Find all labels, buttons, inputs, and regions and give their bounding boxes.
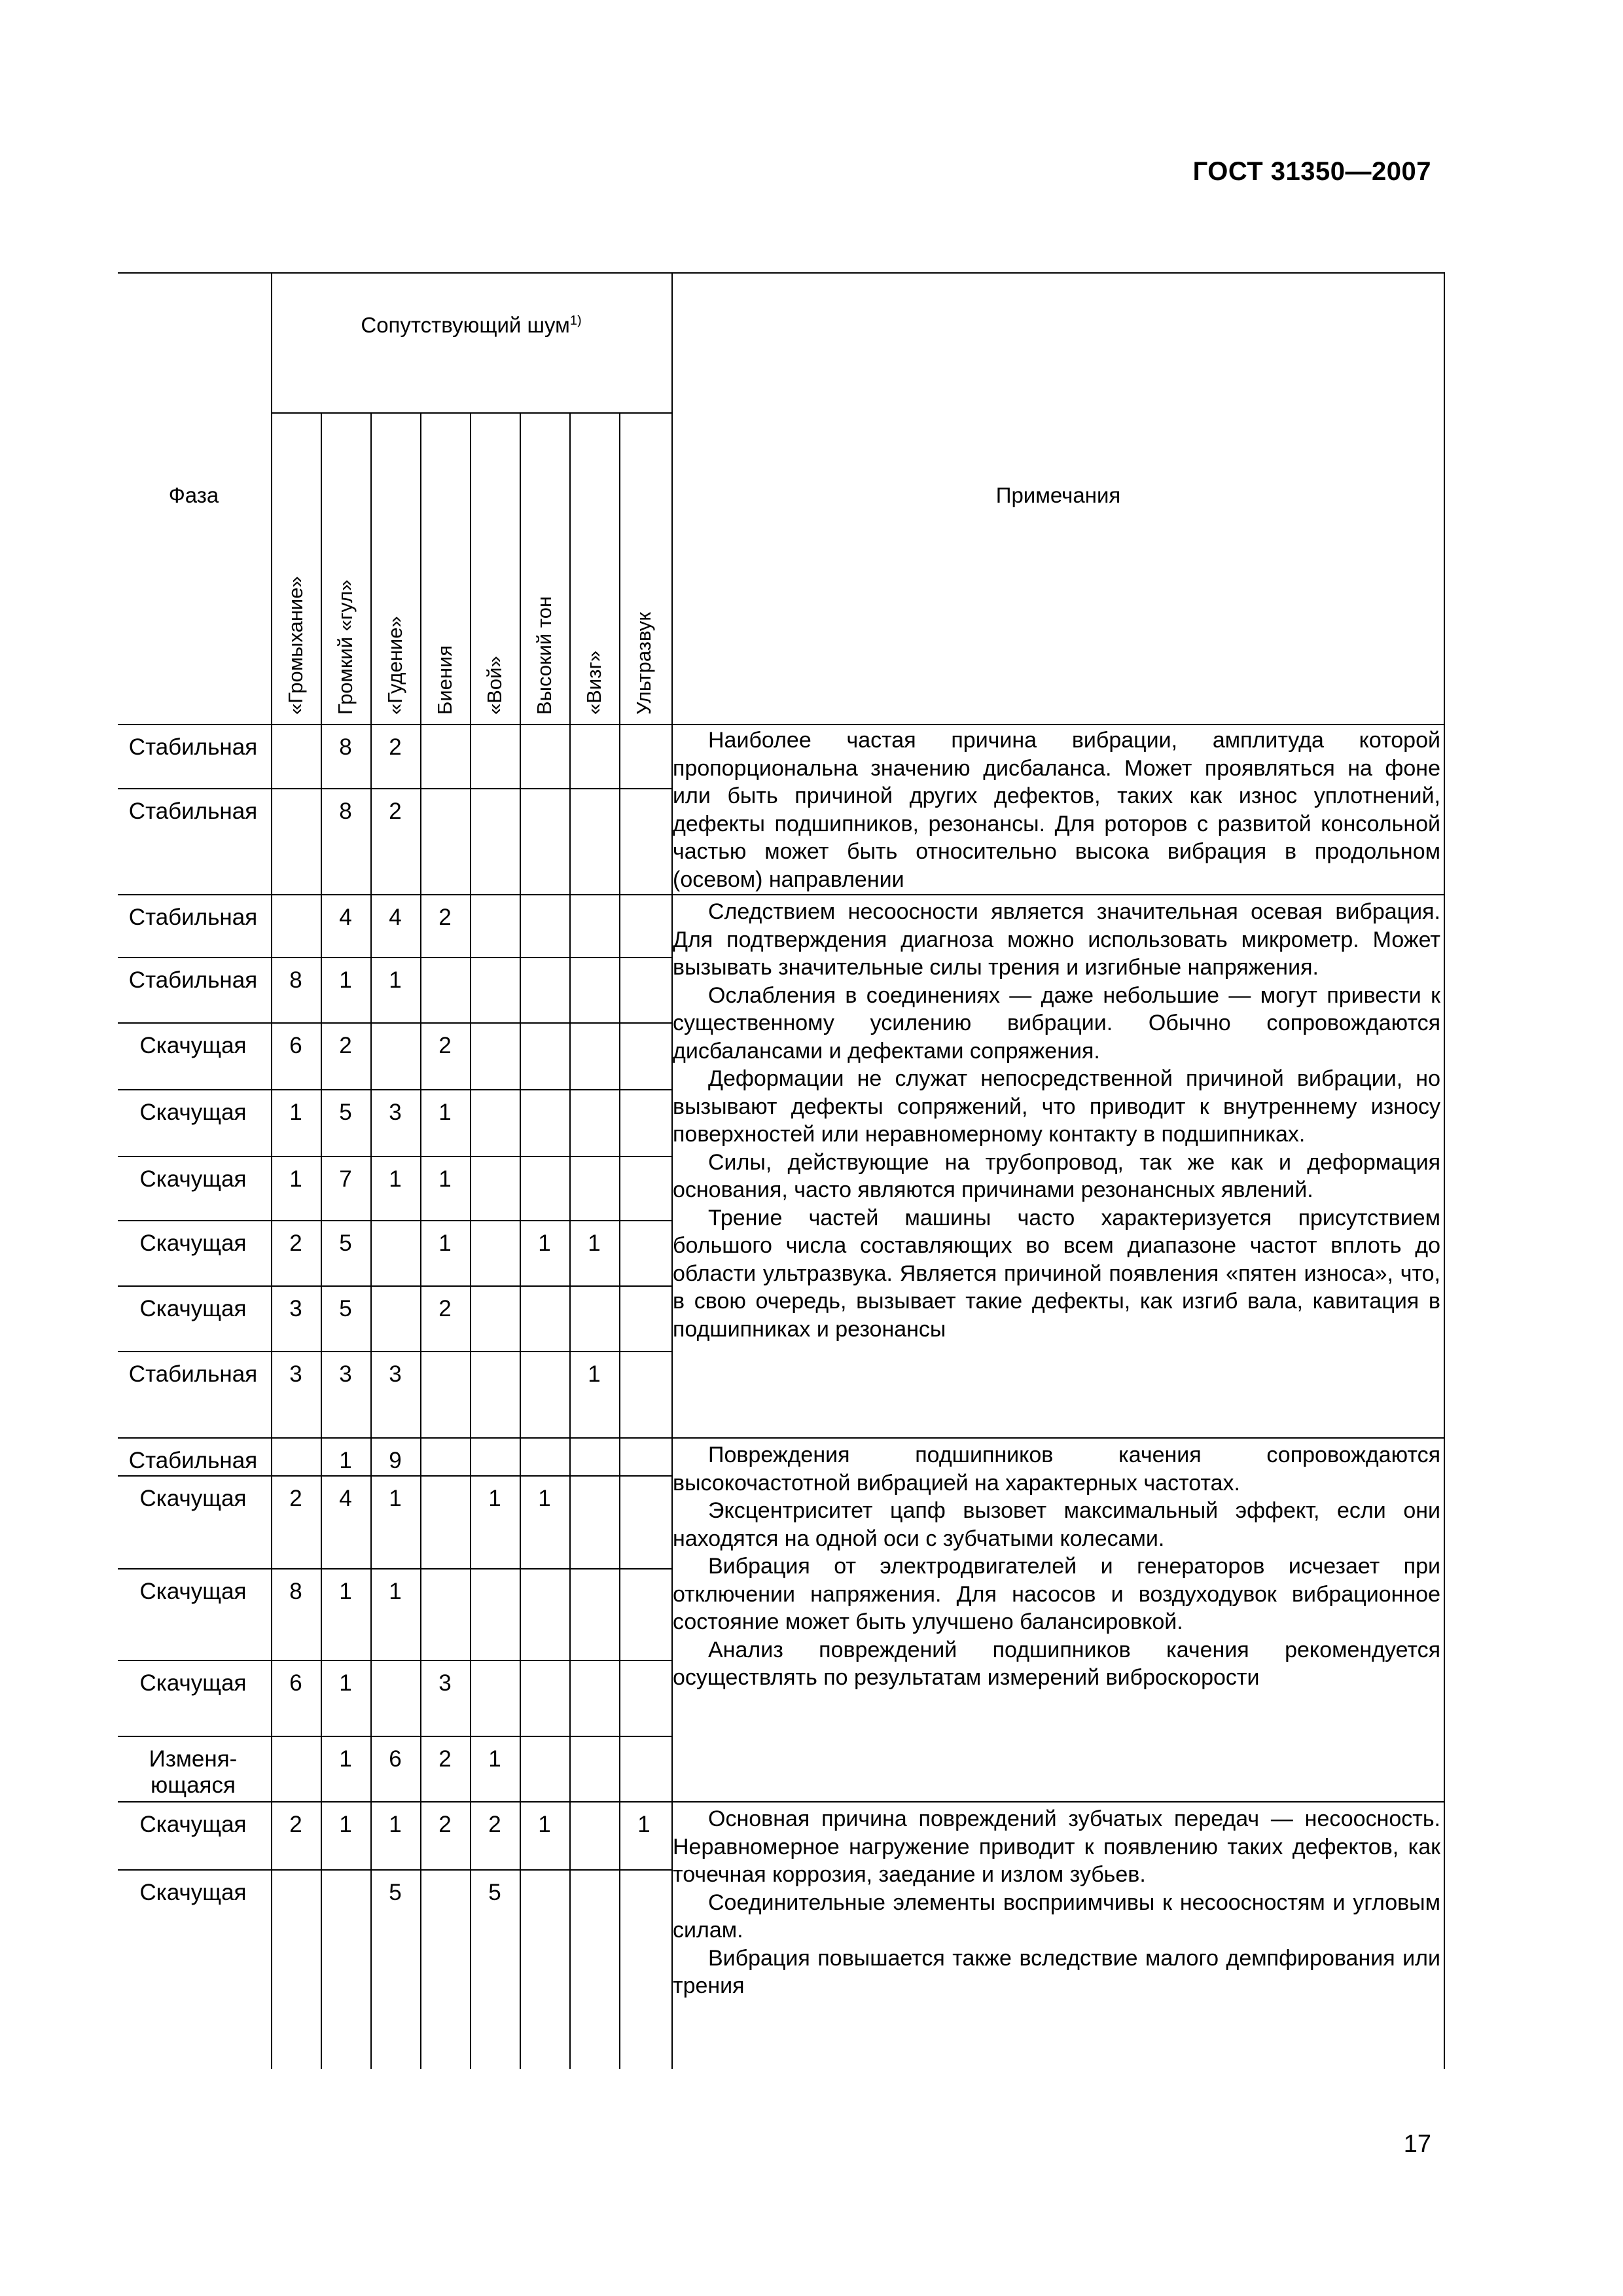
row-divider: [118, 1437, 671, 1439]
noise-value-cell: 5: [339, 1230, 352, 1256]
row-divider: [118, 1660, 671, 1661]
noise-value-cell: 8: [339, 734, 352, 760]
note-paragraph: Вибрация от электродвигателей и генераторов исчезает при отключении напряжения. Для насосов и воздуходувок вибрационное состояние может быть улучшено балансировкой.: [673, 1554, 1440, 1634]
noise-group-header: [271, 313, 671, 338]
noise-value-cell: 1: [538, 1230, 551, 1256]
row-divider: [118, 1869, 671, 1871]
noise-value-cell: 1: [339, 1812, 352, 1837]
phase-cell: Стабильная: [128, 1361, 258, 1387]
table-right-border: [1444, 272, 1445, 2069]
noise-value-cell: 1: [389, 1486, 402, 1511]
note-paragraph: Соединительные элементы восприимчивы к несоосностям и угловым силам.: [673, 1890, 1440, 1943]
row-divider: [118, 894, 671, 895]
noise-value-cell: 2: [389, 734, 402, 760]
row-divider: [118, 1285, 671, 1287]
row-divider: [118, 1801, 671, 1803]
noise-column-header: «Громыхание»: [284, 576, 307, 715]
noise-subheader-border: [271, 412, 671, 414]
phase-cell: Скачущая: [139, 1033, 247, 1058]
noise-value-cell: 1: [538, 1812, 551, 1837]
noise-value-cell: 4: [389, 905, 402, 930]
note-paragraph: Анализ повреждений подшипников качения рекомендуется осуществлять по результатам измерений виброскорости: [673, 1637, 1440, 1690]
noise-value-cell: 1: [289, 1166, 302, 1192]
phase-cell: Скачущая: [139, 1670, 247, 1696]
row-divider: [118, 1089, 671, 1090]
noise-value-cell: 2: [289, 1486, 302, 1511]
noise-value-cell: 2: [438, 1033, 452, 1058]
row-divider: [118, 1022, 671, 1024]
noise-value-cell: 1: [588, 1361, 601, 1387]
phase-cell: Скачущая: [139, 1486, 247, 1511]
noise-value-cell: 2: [289, 1812, 302, 1837]
header-bottom-border: [118, 724, 1445, 725]
phase-cell: Скачущая: [139, 1230, 247, 1256]
noise-value-cell: 3: [389, 1361, 402, 1387]
note-group: [673, 1805, 1440, 2000]
noise-value-cell: 1: [339, 1579, 352, 1604]
noise-value-cell: 4: [339, 905, 352, 930]
noise-value-cell: 2: [438, 1296, 452, 1321]
noise-column-header: Ультразвук: [632, 612, 655, 715]
notes-group-divider: [671, 1801, 1445, 1803]
row-divider: [118, 1156, 671, 1157]
noise-footnote-marker: 1): [569, 314, 582, 328]
document-code: ГОСТ 31350—2007: [1192, 157, 1431, 186]
phase-header: Фаза: [168, 483, 219, 507]
noise-value-cell: 2: [389, 798, 402, 824]
noise-value-cell: 3: [289, 1296, 302, 1321]
noise-value-cell: 5: [339, 1296, 352, 1321]
note-group: [673, 1441, 1440, 1692]
noise-value-cell: 1: [538, 1486, 551, 1511]
phase-cell: Стабильная: [128, 967, 258, 993]
noise-column-header: Громкий «гул»: [334, 579, 357, 715]
notes-header: Примечания: [995, 483, 1121, 507]
note-paragraph: Основная причина повреждений зубчатых передач — несоосность. Неравномерное нагружение приводит к появлению таких дефектов, как точечная коррозия, заедание и излом зубьев.: [673, 1806, 1440, 1887]
noise-value-cell: 5: [488, 1880, 501, 1905]
note-group: [673, 726, 1440, 893]
noise-value-cell: 1: [389, 1166, 402, 1192]
phase-cell: Скачущая: [139, 1166, 247, 1192]
noise-value-cell: 4: [339, 1486, 352, 1511]
noise-value-cell: 3: [389, 1100, 402, 1125]
note-paragraph: Трение частей машины часто характеризуется присутствием большого числа составляющих во всем диапазоне частот вплоть до области ультразвука. Является причиной появления «пятен износа», что, в свою очередь, вызывает такие дефекты, как изгиб вала, кавитация в подшипниках и резонансы: [673, 1205, 1440, 1342]
noise-value-cell: 2: [488, 1812, 501, 1837]
noise-column-header: «Гудение»: [383, 616, 406, 715]
noise-value-cell: 6: [289, 1670, 302, 1696]
noise-value-cell: 1: [339, 1746, 352, 1772]
phase-cell: Стабильная: [128, 734, 258, 760]
noise-value-cell: 1: [488, 1486, 501, 1511]
row-divider: [118, 1736, 671, 1737]
noise-group-label: Сопутствующий шум: [361, 313, 570, 337]
phase-cell: Стабильная: [128, 905, 258, 930]
noise-value-cell: 1: [438, 1100, 452, 1125]
notes-group-divider: [671, 1437, 1445, 1439]
noise-value-cell: 6: [289, 1033, 302, 1058]
noise-value-cell: 9: [389, 1448, 402, 1473]
noise-column-header: Биения: [433, 645, 456, 715]
noise-value-cell: 6: [389, 1746, 402, 1772]
phase-cell: Скачущая: [139, 1880, 247, 1905]
noise-value-cell: 1: [438, 1166, 452, 1192]
noise-value-cell: 2: [438, 1746, 452, 1772]
noise-value-cell: 1: [389, 1579, 402, 1604]
noise-value-cell: 8: [289, 1579, 302, 1604]
noise-value-cell: 7: [339, 1166, 352, 1192]
noise-value-cell: 1: [339, 967, 352, 993]
row-divider: [118, 788, 671, 789]
noise-value-cell: 8: [289, 967, 302, 993]
note-paragraph: Деформации не служат непосредственной причиной вибрации, но вызывают дефекты сопряжений, что приводит к внутреннему износу поверхностей или неравномерному контакту в подшипниках.: [673, 1066, 1440, 1147]
table-top-border: [118, 272, 1445, 274]
phase-cell: Изменя- ющаяся: [149, 1746, 238, 1798]
row-divider: [118, 1351, 671, 1352]
note-paragraph: Повреждения подшипников качения сопровождаются высокочастотной вибрацией на характерных частотах.: [673, 1443, 1440, 1496]
note-group: [673, 898, 1440, 1343]
noise-value-cell: 3: [339, 1361, 352, 1387]
noise-value-cell: 2: [289, 1230, 302, 1256]
noise-value-cell: 1: [389, 1812, 402, 1837]
note-paragraph: Силы, действующие на трубопровод, так же как и деформация основания, часто являются причинами резонансных явлений.: [673, 1149, 1440, 1202]
row-divider: [118, 957, 671, 958]
row-divider: [118, 1475, 671, 1477]
noise-value-cell: 2: [438, 905, 452, 930]
noise-value-cell: 1: [339, 1448, 352, 1473]
phase-cell: Скачущая: [139, 1100, 247, 1125]
row-divider: [118, 1220, 671, 1221]
noise-value-cell: 1: [438, 1230, 452, 1256]
row-divider: [118, 1568, 671, 1570]
noise-value-cell: 3: [438, 1670, 452, 1696]
noise-value-cell: 1: [289, 1100, 302, 1125]
phase-cell: Скачущая: [139, 1812, 247, 1837]
note-paragraph: Ослабления в соединениях — даже небольшие — могут привести к существенному усилению вибрации. Обычно сопровождаются дисбалансами и дефектами сопряжения.: [673, 982, 1440, 1064]
noise-value-cell: 2: [438, 1812, 452, 1837]
page-number: 17: [1403, 2130, 1431, 2158]
noise-column-header: «Вой»: [483, 656, 506, 715]
phase-cell: Стабильная: [128, 1448, 258, 1473]
noise-column-header: Высокий тон: [533, 596, 556, 715]
vibration-table: [118, 272, 1445, 2069]
noise-value-cell: 2: [339, 1033, 352, 1058]
phase-cell: Скачущая: [139, 1296, 247, 1321]
noise-value-cell: 3: [289, 1361, 302, 1387]
note-paragraph: Эксцентриситет цапф вызовет максимальный эффект, если они находятся на одной оси с зубчатыми колесами.: [673, 1498, 1440, 1551]
noise-value-cell: 8: [339, 798, 352, 824]
noise-column-header: «Визг»: [582, 651, 605, 715]
noise-value-cell: 1: [339, 1670, 352, 1696]
noise-value-cell: 1: [488, 1746, 501, 1772]
noise-value-cell: 5: [339, 1100, 352, 1125]
notes-group-divider: [671, 894, 1445, 895]
phase-cell: Скачущая: [139, 1579, 247, 1604]
noise-value-cell: 1: [389, 967, 402, 993]
noise-value-cell: 1: [637, 1812, 651, 1837]
phase-cell: Стабильная: [128, 798, 258, 824]
note-paragraph: Наиболее частая причина вибрации, амплитуда которой пропорциональна значению дисбаланса. Может проявляться на фоне или быть причиной других дефектов, таких как износ уплотнений, дефекты подшипников, резонансы. Для роторов с развитой консольной частью может быть относительно высока вибрация в продольном (осевом) направлении: [673, 728, 1440, 892]
note-paragraph: Вибрация повышается также вследствие малого демпфирования или трения: [673, 1945, 1440, 1998]
noise-value-cell: 1: [588, 1230, 601, 1256]
noise-value-cell: 5: [389, 1880, 402, 1905]
note-paragraph: Следствием несоосности является значительная осевая вибрация. Для подтверждения диагноза можно использовать микрометр. Может вызывать значительные силы трения и изгибные напряжения.: [673, 899, 1440, 980]
